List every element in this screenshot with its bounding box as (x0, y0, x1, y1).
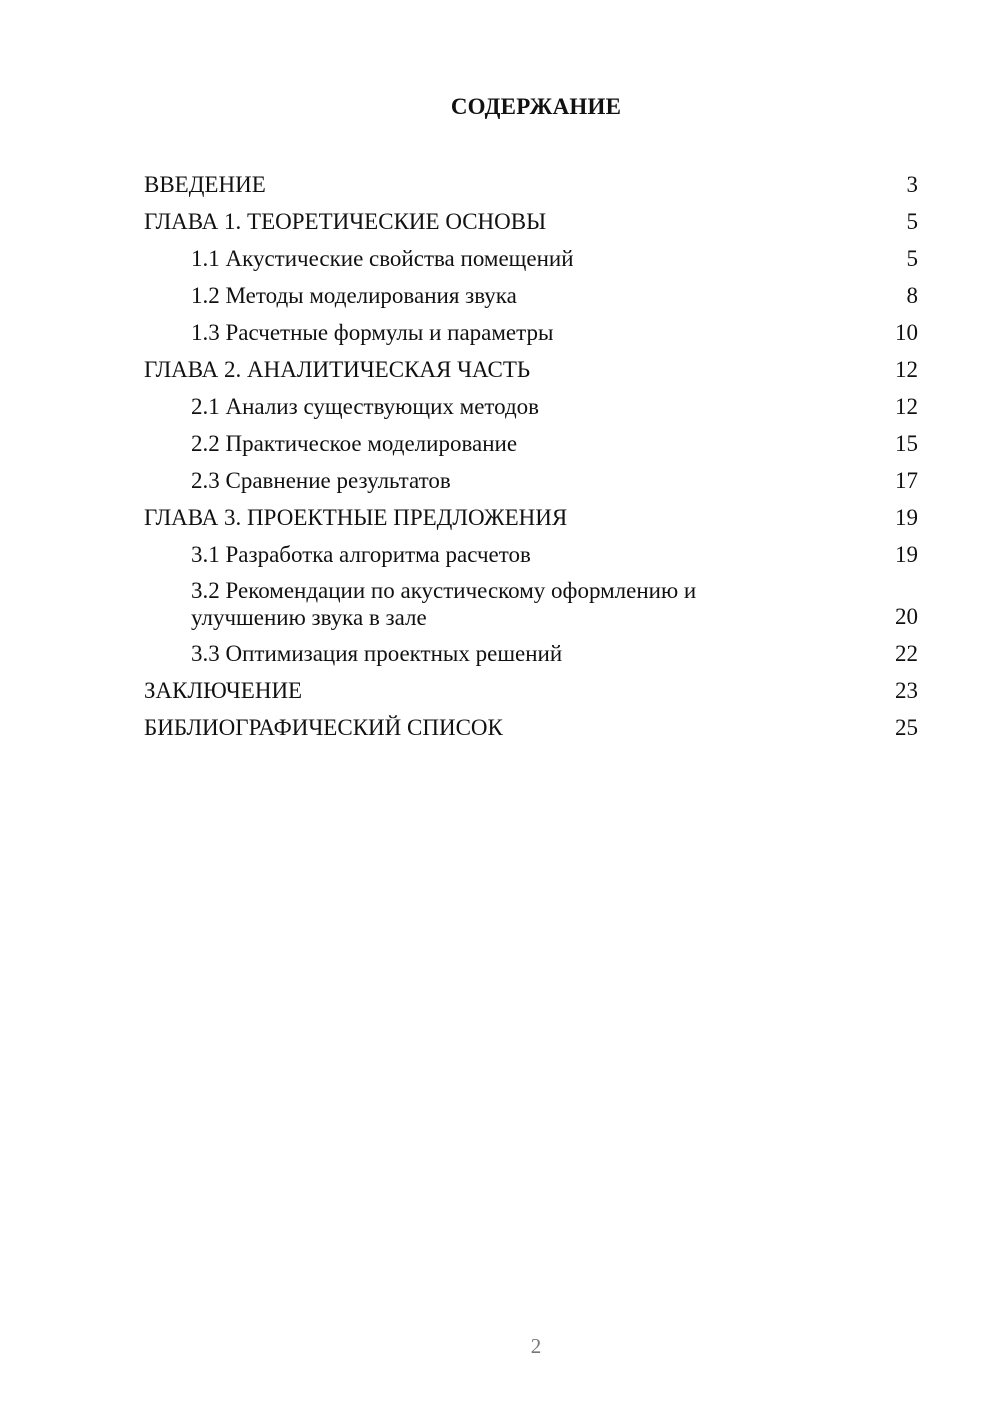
toc-entry-page: 8 (906, 283, 918, 308)
toc-entry-chapter-1[interactable] (144, 207, 918, 236)
toc-entry-text: ЗАКЛЮЧЕНИЕ (144, 678, 303, 703)
toc-entry-text: 2.1 Анализ существующих методов (191, 394, 540, 419)
toc-entry-text: 2.2 Практическое моделирование (191, 431, 518, 456)
toc-entry-page: 10 (895, 320, 918, 345)
toc-entry-page: 19 (895, 505, 918, 530)
toc-entry-section-2-3[interactable] (144, 466, 918, 495)
toc-entry-text: ГЛАВА 1. ТЕОРЕТИЧЕСКИЕ ОСНОВЫ (144, 209, 547, 234)
toc-entry-section-2-1[interactable] (144, 392, 918, 421)
toc-entry-text: 3.1 Разработка алгоритма расчетов (191, 542, 531, 567)
toc-entry-page: 17 (895, 468, 918, 493)
toc-entry-section-3-3[interactable] (144, 639, 918, 668)
toc-entry-page: 15 (895, 431, 918, 456)
page-number: 2 (530, 1334, 542, 1358)
toc-entry-page: 5 (906, 246, 918, 271)
toc-entry-page: 19 (895, 542, 918, 567)
toc-entry-text: БИБЛИОГРАФИЧЕСКИЙ СПИСОК (144, 715, 503, 740)
toc-entry-section-3-1[interactable] (144, 540, 918, 569)
toc-entry-page: 12 (895, 357, 918, 382)
toc-entry-section-1-1[interactable] (144, 244, 918, 273)
toc-entry-text: 3.3 Оптимизация проектных решений (191, 641, 563, 666)
toc-entry-chapter-2[interactable] (144, 355, 918, 384)
toc-entry-text: 1.2 Методы моделирования звука (191, 283, 517, 308)
toc-entry-page: 3 (906, 172, 918, 197)
toc-entry-text: 3.2 Рекомендации по акустическому оформлению и улучшению звука в зале (191, 578, 697, 630)
toc-entry-conclusion[interactable] (144, 676, 918, 705)
toc-entry-text: 2.3 Сравнение результатов (191, 468, 451, 493)
toc-entry-text: 1.1 Акустические свойства помещений (191, 246, 574, 271)
toc-entry-section-1-2[interactable] (144, 281, 918, 310)
toc-title: СОДЕРЖАНИЕ (450, 94, 622, 119)
toc-entry-text: ГЛАВА 2. АНАЛИТИЧЕСКАЯ ЧАСТЬ (144, 357, 531, 382)
toc-entry-section-1-3[interactable] (144, 318, 918, 347)
toc-entry-page: 23 (895, 678, 918, 703)
toc-entry-text: ГЛАВА 3. ПРОЕКТНЫЕ ПРЕДЛОЖЕНИЯ (144, 505, 568, 530)
toc-entry-text: ВВЕДЕНИЕ (144, 172, 266, 197)
table-of-contents (144, 170, 918, 750)
toc-entry-page: 5 (906, 209, 918, 234)
toc-entry-section-2-2[interactable] (144, 429, 918, 458)
toc-entry-text: 1.3 Расчетные формулы и параметры (191, 320, 554, 345)
toc-entry-page: 22 (895, 641, 918, 666)
toc-entry-page: 20 (895, 604, 918, 629)
toc-entry-introduction[interactable] (144, 170, 918, 199)
toc-entry-bibliography[interactable] (144, 713, 918, 742)
toc-entry-chapter-3[interactable] (144, 503, 918, 532)
toc-entry-page: 25 (895, 715, 918, 740)
toc-entry-section-3-2[interactable] (144, 577, 918, 631)
toc-entry-page: 12 (895, 394, 918, 419)
